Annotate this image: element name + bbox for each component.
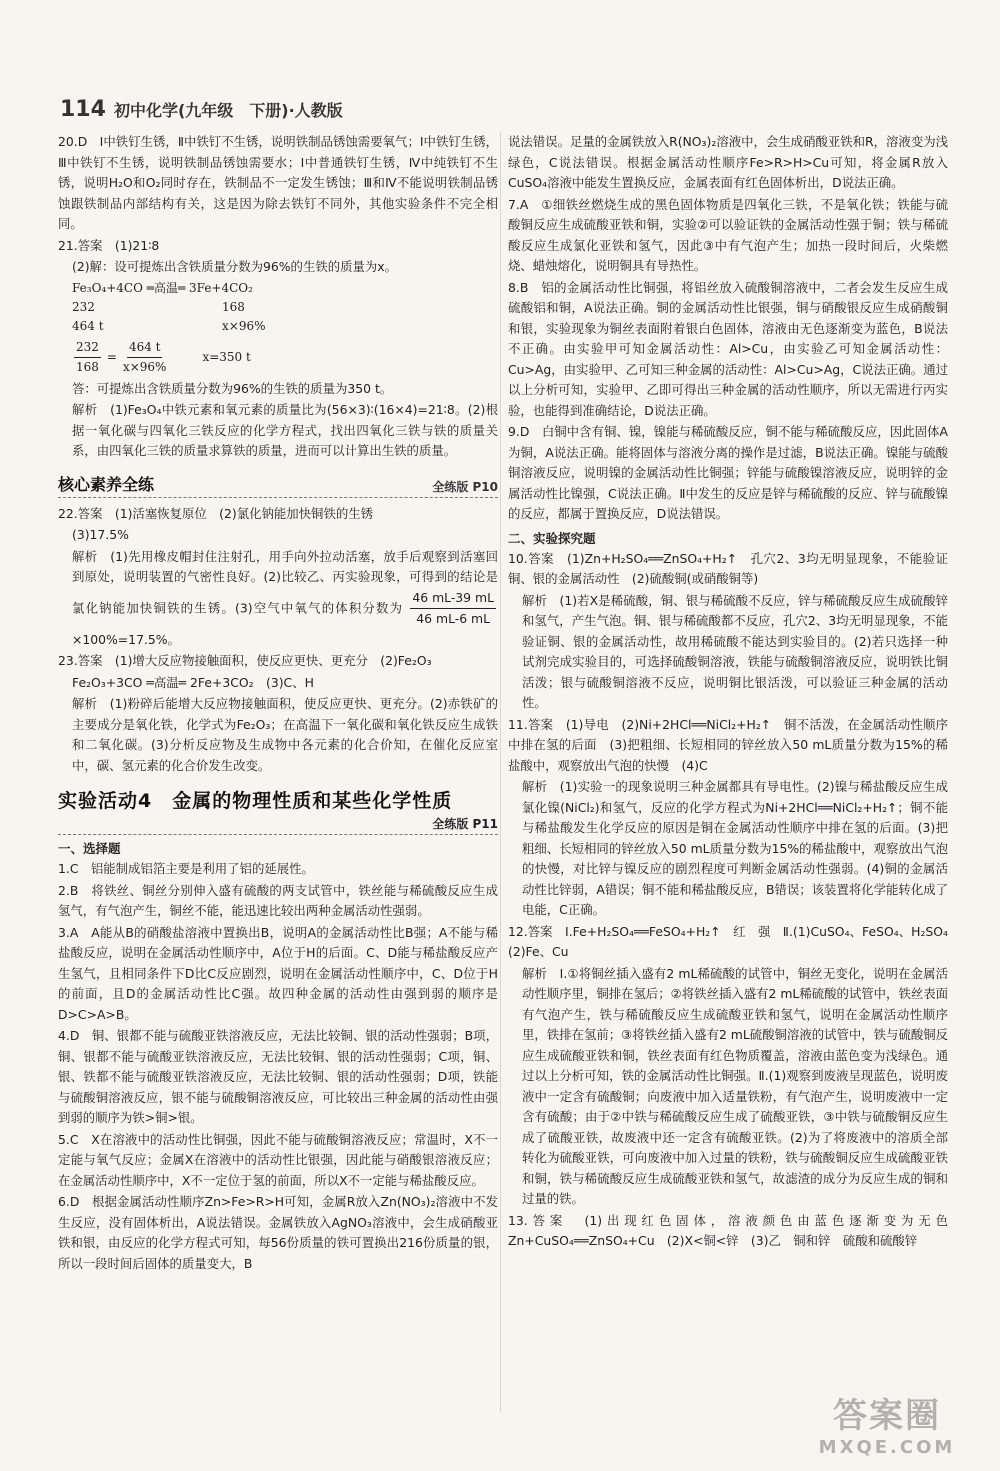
fraction (123, 338, 167, 377)
column-divider (500, 132, 501, 1412)
answer-q11: 11.答案 (1)导电 (2)Ni+2HCl══NiCl₂+H₂↑ 铜不活泼，在金属活动性顺序中排在氢的后面 (3)把粗细、长短相同的锌丝放入50 mL质量分数为15%的稀盐酸中，观察放出气泡的快慢 (4)C (508, 716, 948, 773)
answer-q9: 9.D 白铜中含有铜、镍，镍能与稀硫酸反应，铜不能与稀硫酸反应，因此固体A为铜，A说法正确。能将固体与溶液分离的操作是过滤，B说法正确。镍能与硫酸铜溶液反应，说明镍的金属活动性比铜强；锌能与硫酸镍溶液反应，说明锌的金属活动性比镍强，C说法正确。Ⅱ中发生的反应是锌与稀硫酸的反应、锌与硫酸镍的反应，都属于置换反应，D说法错误。 (508, 424, 948, 521)
activity-header (58, 786, 498, 813)
answer-q21-solution: (2)解：设可提炼出含铁质量分数为96%的生铁的质量为x。 (72, 259, 398, 274)
mass-value: 464 t (72, 318, 104, 333)
analysis-q21: 解析 (1)Fe₃O₄中铁元素和氧元素的质量比为(56×3)∶(16×4)=21∶8。(2)根据一氧化碳与四氧化三铁反应的化学方程式，找出四氧化三铁与铁的质量关系，由四氧化三铁的质量求算铁的质量，进而可以计算出生铁的质量。 (72, 402, 498, 458)
watermark (792, 1383, 982, 1463)
answer-q22-part3: (3)17.5% (72, 527, 129, 542)
answer-q13: 13.答案 (1)出现红色固体，溶液颜色由蓝色逐渐变为无色 Zn+CuSO₄══ZnSO₄+Cu (2)X<铜<锌 (3)乙 铜和锌 硫酸和硫酸锌 (508, 1212, 961, 1248)
equation-ratio-row (72, 298, 498, 317)
analysis-q22 (58, 547, 498, 651)
answer-q7: 7.A ①细铁丝燃烧生成的黑色固体物质是四氧化三铁，不是氧化铁；铁能与硫酸铜反应生成硫酸亚铁和铜，实验②可以验证铁的金属活动性强于铜；铁与稀硫酸反应生成氯化亚铁和氢气，因此③中有气泡产生；加热一段时间后，火柴燃烧、蜡烛熔化，说明铜具有导热性。 (508, 196, 948, 273)
ratio-value: 232 (72, 299, 95, 314)
equation-mass-row (72, 317, 498, 336)
answer-q5: 5.C X在溶液中的活动性比铜强，因此不能与硫酸铜溶液反应；常温时，X不一定能与氧气反应；金属X在溶液中的活动性比银强，因此能与硝酸银溶液反应；在金属活动性顺序中，X不一定位于氢的前面，所以X不一定能与稀盐酸反应。 (58, 1131, 498, 1188)
page-number: 114 (60, 96, 106, 122)
fraction-tail: ×100%=17.5%。 (72, 631, 180, 647)
answer-q10: 10.答案 (1)Zn+H₂SO₄══ZnSO₄+H₂↑ 孔穴2、3均无明显现象，不能验证铜、银的金属活动性 (2)硫酸铜(或硝酸铜等) (508, 550, 948, 586)
equation-block (58, 279, 498, 377)
part-title: 二、实验探究题 (508, 530, 596, 546)
watermark-logo: 答案圈 (833, 1396, 941, 1436)
answer-q12: 12.答案 Ⅰ.Fe+H₂SO₄══FeSO₄+H₂↑ 红 强 Ⅱ.(1)CuSO₄、FeSO₄、H₂SO₄ (2)Fe、Cu (508, 923, 961, 959)
activity-ref-row (58, 815, 498, 835)
answer-q23-equation: Fe₂O₃+3CO ═高温═ 2Fe+3CO₂ (3)C、H (72, 674, 314, 690)
analysis-q12: 解析 Ⅰ.①将铜丝插入盛有2 mL稀硫酸的试管中，铜丝无变化，说明在金属活动性顺序里，铜排在氢后；②将铁丝插入盛有2 mL稀硫酸的试管中，铁丝表面有气泡产生，铁与稀硫酸反应生成硫酸亚铁和氢气，说明在金属活动性顺序里，铁排在氢前；③将铁丝插入盛有2 mL硫酸铜溶液的试管中，铁与硫酸铜反应生成硫酸亚铁和铜，铁丝表面有红色物质覆盖，溶液由蓝色变为浅绿色。通过以上分析可知，铁的金属活动性比铜强。Ⅱ.(1)观察到废液呈现蓝色，说明废液中一定含有硫酸铜；向废液中加入适量铁粉，有气泡产生，说明废液中一定含有硫酸；由于②中铁与稀硫酸反应生成了硫酸亚铁，③中铁与硫酸铜反应生成了硫酸亚铁，故废液中还一定含有硫酸亚铁。(2)为了将废液中的溶质全部转化为硫酸亚铁，可向废液中加入过量的铁粉，铁与硫酸铜反应生成硫酸亚铁和铜，铁与稀硫酸反应生成硫酸亚铁和氢气，故滤渣的成分为反应生成的铜和过量的铁。 (522, 965, 949, 1206)
fraction (74, 338, 101, 377)
watermark-url: MXQE.COM (818, 1437, 956, 1458)
section-title: 核心素养全练 (58, 474, 155, 494)
answer-q4: 4.D 铜、银都不能与硫酸亚铁溶液反应，无法比较铜、银的活动性强弱；B项，铜、银都不能与硫酸亚铁溶液反应，无法比较铜、银的活动性强弱；C项，铜、银、铁都不能与硫酸亚铁溶液反应，无法比较铜、银的活动性强弱；D项，铁能与硫酸铜溶液反应，银不能与硫酸铜溶液反应，可比较出三种金属的活动性由强到弱的顺序为铁>铜>银。 (58, 1028, 498, 1125)
fraction-bottom: 168 (76, 359, 99, 374)
ratio-value: 168 (222, 299, 245, 314)
result-value: x=350 t (202, 349, 251, 364)
mass-value: x×96% (222, 318, 266, 333)
activity-ref: 全练版 P11 (432, 817, 498, 831)
analysis-q10: 解析 (1)若X是稀硫酸，铜、银与稀硫酸不反应，锌与稀硫酸反应生成硫酸锌和氢气，产生气泡。铜、银与稀硫酸都不反应，孔穴2、3均无明显现象，不能验证铜、银的金属活动性，故用稀硫酸不能达到实验目的。(2)若只选择一种试剂完成实验目的，可选择硫酸铜溶液，铁能与硫酸铜溶液反应，说明铁比铜活泼；银与硫酸铜溶液不反应，说明铜比银活泼，可以验证三种金属的活动性。 (522, 592, 948, 710)
answer-q3: 3.A A能从B的硝酸盐溶液中置换出B，说明A的金属活动性比B强；A不能与稀盐酸反应，说明在金属活动性顺序中，A位于H的后面。C、D能与稀盐酸反应产生氢气，且相同条件下D比C反应剧烈，说明在金属活动性顺序中，C、D位于H的前面，且D的金属活动性比C强。故四种金属的活动性由强到弱的顺序是D>C>A>B。 (58, 924, 498, 1022)
fraction (410, 588, 496, 630)
answer-q21-conclusion: 答：可提炼出含铁质量分数为96%的生铁的质量为350 t。 (72, 380, 393, 396)
fraction-top: 232 (74, 338, 101, 358)
section-core-header (58, 472, 498, 498)
section-ref: 全练版 P10 (432, 479, 498, 494)
book-title: 初中化学(九年级 下册)·人教版 (113, 100, 343, 120)
fraction-bottom: 46 mL-6 mL (416, 611, 491, 626)
analysis-q23: 解析 (1)粉碎后能增大反应物接触面积，使反应更快、更充分。(2)赤铁矿的主要成分是氧化铁，化学式为Fe₂O₃；在高温下一氧化碳和氧化铁反应生成铁和二氧化碳。(3)分析反应物及生成物中各元素的化合价知，在催化反应室中，碳、氢元素的化合价发生改变。 (72, 696, 498, 773)
answer-q22: 22.答案 (1)活塞恢复原位 (2)氯化钠能加快铜铁的生锈 (58, 505, 374, 521)
answer-q1: 1.C 铝能制成铝箔主要是利用了铝的延展性。 (58, 861, 314, 876)
answer-q23: 23.答案 (1)增大反应物接触面积，使反应更快、更充分 (2)Fe₂O₃ (58, 653, 432, 668)
answer-q6-continued: 说法错误。足量的金属铁放入R(NO₃)₂溶液中，会生成硝酸亚铁和R，溶液变为浅绿色，C说法错误。根据金属活动性顺序Fe>R>H>Cu可知，将金属R放入CuSO₄溶液中能发生置换反应，金属表面有红色固体析出，D说法正确。 (508, 134, 948, 190)
analysis-q11: 解析 (1)实验一的现象说明三种金属都具有导电性。(2)镍与稀盐酸反应生成氯化镍(NiCl₂)和氢气，反应的化学方程式为Ni+2HCl══NiCl₂+H₂↑；铜不能与稀盐酸发生化学反应的原因是铜在金属活动性顺序中排在氢的后面。(3)把粗细、长短相同的锌丝放入50 mL质量分数为15%的稀盐酸中，观察放出气泡的快慢，对比锌与镍反应的剧烈程度可判断金属活动性强弱。(4)铜的金属活动性比锌弱，A错误；铜不能和稀盐酸反应，B错误；该装置将化学能转化成了电能，C正确。 (522, 779, 948, 917)
part-title: 一、选择题 (58, 841, 121, 856)
analysis-text: 解析 (1)先用橡皮帽封住注射孔，用手向外拉动活塞，放手后观察到活塞回到原处，说明装置的气密性良好。(2)比较乙、丙实验现象，可得到的结论是氯化钠能加快铜铁的生锈。(3)空气中氧气的体积分数为 (72, 548, 498, 615)
right-column (508, 132, 961, 1253)
proportion-row: $\frac{232}{168}$ = $\frac{464 t}{x\times 96\%}$ x=350 t (72, 338, 498, 377)
answer-q6: 6.D 根据金属活动性顺序Zn>Fe>R>H可知，金属R放入Zn(NO₃)₂溶液中不发生反应，没有固体析出，A说法错误。金属铁放入AgNO₃溶液中，会生成硝酸亚铁和银，由反应的化学方程式可知，每56份质量的铁可置换出216份质量的银，所以一段时间后固体的质量变大，B (58, 1194, 498, 1271)
page-header (60, 92, 343, 126)
fraction-top: 46 mL-39 mL (410, 588, 496, 610)
answer-q2: 2.B 将铁丝、铜丝分别伸入盛有硫酸的两支试管中，铁丝能与稀硫酸反应生成氢气，有气泡产生，铜丝不能，能迅速比较出两种金属活动性强弱。 (58, 882, 498, 918)
left-column (58, 132, 498, 1275)
answer-q21: 21.答案 (1)21∶8 (58, 237, 160, 253)
answer-q8: 8.B 铝的金属活动性比铜强，将铝丝放入硫酸铜溶液中，二者会发生反应生成硫酸铝和铜，A说法正确。铜的金属活动性比银强，铜与硝酸银反应生成硝酸铜和银，实验现象为铜丝表面附着银白色固体，溶液由无色逐渐变为蓝色，B说法不正确。由实验甲可知金属活动性：Al>Cu，由实验乙可知金属活动性：Cu>Ag，由实验甲、乙可知三种金属的活动性：Al>Cu>Ag，C说法正确。通过以上分析可知，实验甲、乙即可得出三种金属的活动性顺序，所以无需进行丙实验，也能得到准确结论，D说法正确。 (508, 279, 948, 418)
fraction-top: 464 t (127, 338, 163, 358)
chemical-equation: Fe₃O₄+4CO ═高温═ 3Fe+4CO₂ (72, 280, 253, 295)
fraction-bottom: x×96% (122, 359, 167, 374)
activity-title: 实验活动4 金属的物理性质和某些化学性质 (58, 790, 453, 812)
answer-q20: 20.D Ⅰ中铁钉生锈，Ⅱ中铁钉不生锈，说明铁制品锈蚀需要氧气；Ⅰ中铁钉生锈，Ⅲ中铁钉不生锈，说明铁制品锈蚀需要水；Ⅰ中普通铁钉生锈，Ⅳ中纯铁钉不生锈，说明H₂O和O₂同时存在，铁制品不一定发生锈蚀；Ⅲ和Ⅳ不能说明铁制品锈蚀跟铁制品内部结构有关，这是因为除去铁钉不同外，其他实验条件不完全相同。 (58, 134, 498, 231)
